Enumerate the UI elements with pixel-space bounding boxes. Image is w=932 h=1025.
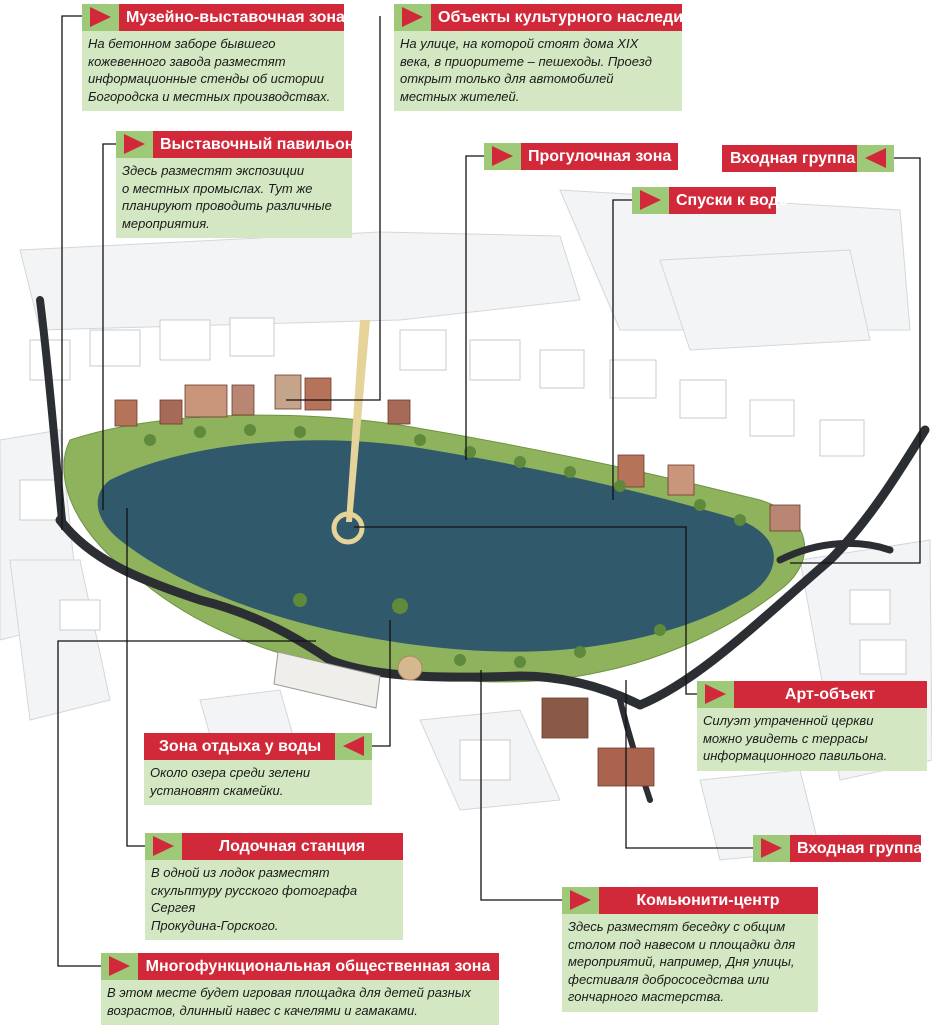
flag-icon — [394, 4, 431, 31]
flag-icon — [116, 131, 153, 158]
flag-icon — [753, 835, 790, 862]
desc-line: можно увидеть с террасы — [703, 730, 868, 746]
callout-title: Арт-объект — [697, 681, 927, 708]
community-plaza — [398, 656, 422, 680]
callout-title: Зона отдыха у воды — [144, 733, 372, 760]
desc-line: кожевенного завода разместят — [88, 53, 286, 69]
desc-line: фестиваля добрососедства или — [568, 971, 770, 987]
desc-line: скульптуру русского фотографа Сергея — [151, 882, 358, 915]
desc-line: информационные стенды об истории — [88, 71, 325, 86]
desc-line: гончарного мастерства. — [568, 989, 724, 1004]
desc-line: мероприятий, например, Дня улицы, — [568, 954, 795, 969]
callout-title: Музейно-выставочная зона — [82, 4, 344, 31]
flag-icon — [697, 681, 734, 708]
callout-title: Выставочный павильон — [116, 131, 352, 158]
callout-entrance-bottom — [753, 835, 921, 862]
callout-entrance-top — [722, 145, 894, 172]
desc-line: В одной из лодок разместят — [151, 865, 330, 880]
desc-line: Силуэт утраченной церкви — [703, 713, 874, 728]
callout-description — [562, 914, 818, 1012]
callout-description — [82, 31, 344, 111]
callout-exhibition-pavilion — [116, 131, 355, 238]
desc-line: столом под навесом и площадки для — [568, 936, 796, 952]
desc-line: местных жителей. — [400, 88, 520, 104]
desc-line: Здесь разместят беседку с общим — [568, 919, 786, 934]
flag-icon — [82, 4, 119, 31]
desc-line: Прокудина-Горского. — [151, 917, 279, 933]
desc-line: установят скамейки. — [150, 782, 284, 798]
desc-line: планируют проводить различные — [122, 198, 332, 213]
flag-icon — [335, 733, 372, 760]
callout-community-center — [562, 887, 818, 1012]
callout-boat-station — [145, 833, 403, 940]
callout-promenade — [484, 143, 678, 170]
flag-icon — [145, 833, 182, 860]
callout-rest-zone — [144, 733, 372, 805]
callout-title: Лодочная станция — [145, 833, 403, 860]
desc-line: Около озера среди зелени — [150, 765, 311, 780]
callout-multifunctional-zone — [101, 953, 499, 1025]
callout-description — [144, 760, 372, 805]
desc-line: о местных промыслах. Тут же — [122, 180, 313, 196]
desc-line: мероприятия. — [122, 215, 210, 231]
desc-line: В этом месте будет игровая площадка для детей разных — [107, 985, 471, 1000]
callout-description — [697, 708, 927, 771]
callout-description — [101, 980, 499, 1025]
callout-title: Объекты культурного наследия — [394, 4, 682, 31]
callout-title: Спуски к воде — [632, 187, 776, 214]
callout-heritage — [394, 4, 693, 111]
callout-description — [116, 158, 352, 238]
callout-title: Многофункциональная общественная зона — [101, 953, 499, 980]
callout-title: Прогулочная зона — [484, 143, 678, 170]
flag-icon — [562, 887, 599, 914]
flag-icon — [484, 143, 521, 170]
desc-line: Здесь разместят экспозиции — [122, 163, 305, 178]
desc-line: На бетонном заборе бывшего — [88, 36, 276, 51]
desc-line: На улице, на которой стоят дома XIX — [400, 36, 639, 51]
callout-title: Комьюнити-центр — [562, 887, 818, 914]
desc-line: информационного павильона. — [703, 748, 888, 763]
desc-line: века, в приоритете – пешеходы. Проезд — [400, 53, 652, 69]
callout-title: Входная группа — [753, 835, 921, 862]
callout-description — [394, 31, 682, 111]
flag-icon — [857, 145, 894, 172]
callout-title: Входная группа — [722, 145, 894, 172]
flag-icon — [632, 187, 669, 214]
flag-icon — [101, 953, 138, 980]
callout-description — [145, 860, 403, 940]
desc-line: Богородска и местных производствах. — [88, 88, 331, 104]
callout-descents — [632, 187, 788, 214]
desc-line: открыт только для автомобилей — [400, 71, 614, 86]
desc-line: возрастов, длинный навес с качелями и гамаками. — [107, 1002, 418, 1018]
callout-museum-zone — [82, 4, 344, 111]
callout-art-object — [697, 681, 927, 771]
